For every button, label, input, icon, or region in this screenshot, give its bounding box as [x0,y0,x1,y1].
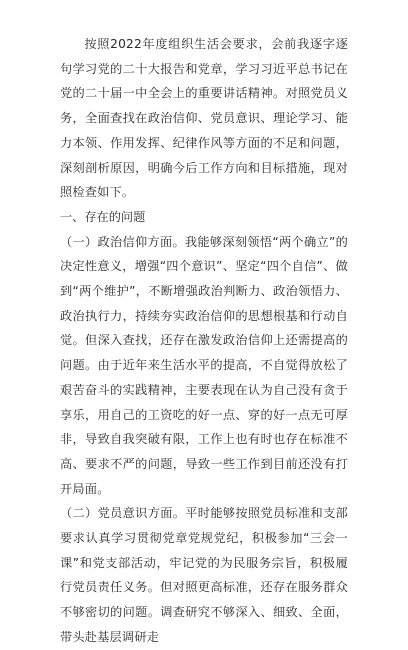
document-page [60,32,348,650]
intro-paragraph: 按照2022年度组织生活会要求，会前我逐字逐句学习党的二十大报告和党章，学习习近平总书记在党的二十届一中全会上的重要讲话精神。对照党员义务，全面查找在政治信仰、党员意识、理论学习、能力本领、作用发挥、纪律作风等方面的不足和问题，深刻剖析原因，明确今后工作方向和目标措施，现对照检查如下。 [60,37,348,200]
item-party-awareness: （二）党员意识方面。平时能够按照党员标准和支部要求认真学习贯彻党章党规党纪，积极参加“三会一课”和党支部活动，牢记党的为民服务宗旨，积极履行党员责任义务。但对照更高标准，还存在服务群众不够密切的问题。调查研究不够深入、细致、全面，带头赴基层调研走 [60,506,348,644]
section-heading: 一、存在的问题 [60,209,146,224]
item-political-belief: （一）政治信仰方面。我能够深刻领悟“两个确立”的决定性意义，增强“四个意识”、坚定“四个自信”、做到“两个维护”，不断增强政治判断力、政治领悟力、政治执行力，持续夯实政治信仰的思想根基和行动自觉。但深入查找，还存在激发政治信仰上还需提高的问题。由于近年来生活水平的提高，不自觉得放松了艰苦奋斗的实践精神，主要表现在认为自己没有贪于享乐，用自己的工资吃的好一点、穿的好一点无可厚非，导致自我突破有限，工作上也有时也存在标准不高、要求不严的问题，导致一些工作到目前还没有打开局面。 [60,234,348,496]
